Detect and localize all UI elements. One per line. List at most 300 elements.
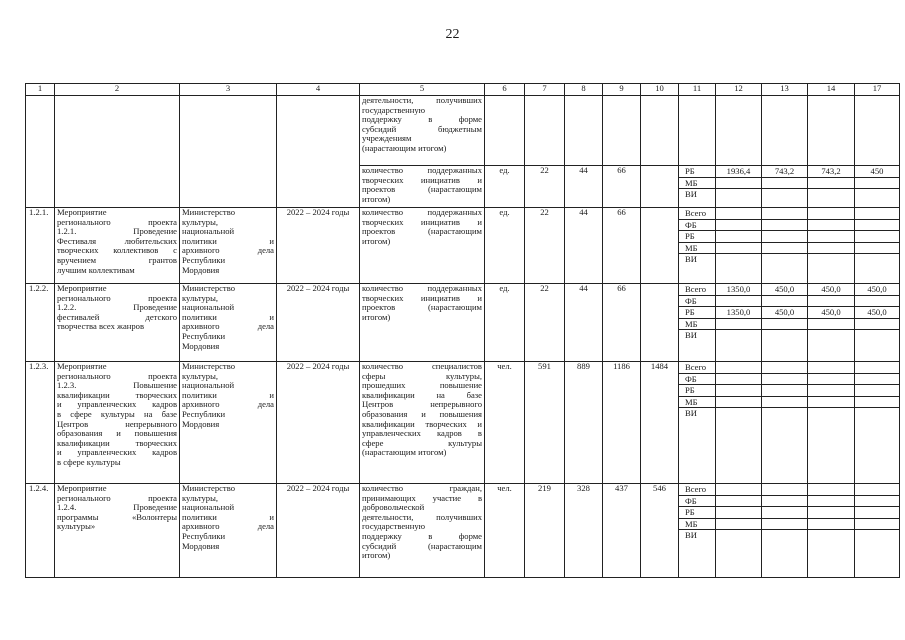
column-header: 3 (180, 84, 277, 96)
funding-value (808, 330, 854, 341)
event-name-line: образования и повышения (57, 428, 177, 439)
indicator-name-line: проектов (нарастающим (362, 302, 482, 313)
funding-value (716, 507, 761, 519)
indicator-name-line: Центров непрерывного (362, 399, 482, 410)
indicator-name-line: сферы культуры, (362, 370, 482, 381)
funding-value-cell (762, 208, 808, 284)
executor-name-line: политики и (182, 235, 274, 246)
event-name-line: в сфере культуры на базе (57, 408, 177, 419)
indicator-name-line: управленческих кадров в (362, 428, 482, 439)
indicator-v8: 44 (565, 284, 603, 362)
funding-value (716, 178, 761, 190)
event-name-line: фестивалей детского (57, 311, 177, 322)
indicator-unit: ед. (485, 284, 525, 362)
executor-name (180, 484, 277, 578)
funding-value: 450 (855, 166, 899, 178)
funding-value (855, 254, 899, 265)
program-table (25, 83, 900, 578)
funding-source: МБ (679, 243, 715, 255)
funding-value (855, 319, 899, 331)
event-name-line: 1.2.2. Проведение (57, 302, 177, 313)
table-row (26, 484, 900, 578)
funding-value (808, 530, 854, 541)
event-name-line: программы «Волонтеры (57, 511, 177, 522)
funding-value (808, 484, 854, 496)
funding-value (855, 189, 899, 200)
indicator-name-line: итогом) (362, 550, 391, 561)
event-name-line: Фестиваля любительских (57, 235, 177, 246)
indicator-name (360, 284, 485, 362)
executor-name-line: национальной (182, 302, 235, 313)
funding-value (808, 519, 854, 531)
event-name-line: 1.2.4. Проведение (57, 502, 177, 513)
executor-name-line: культуры, (182, 370, 219, 381)
indicator-v10 (641, 166, 679, 208)
period: 2022 – 2024 годы (277, 362, 360, 484)
indicator-name-line: итогом) (362, 235, 391, 246)
indicator-name-line: количество поддержанных (362, 165, 482, 175)
indicator-v10 (641, 284, 679, 362)
funding-value: 743,2 (762, 166, 807, 178)
indicator-name-line: итогом) (362, 193, 391, 204)
event-name (55, 362, 180, 484)
funding-source: ВИ (685, 254, 697, 264)
funding-value (762, 319, 807, 331)
funding-value: 450,0 (855, 307, 899, 319)
executor-name-line: политики и (182, 311, 274, 322)
indicator-name-line: количество граждан, (362, 483, 482, 493)
funding-value (716, 189, 761, 200)
funding-value (762, 507, 807, 519)
funding-value (808, 385, 854, 397)
indicator-v8: 328 (565, 484, 603, 578)
page-number: 22 (445, 27, 460, 42)
indicator-v7: 22 (525, 166, 565, 208)
event-name-line: Центров непрерывного (57, 418, 177, 429)
funding-value (855, 530, 899, 541)
column-header: 8 (565, 84, 603, 96)
funding-value (762, 530, 807, 541)
funding-value (716, 231, 761, 243)
executor-name-line: архивного дела (182, 521, 274, 532)
funding-value-cell (808, 166, 855, 208)
indicator-name-line: проектов (нарастающим (362, 184, 482, 195)
table-row (26, 284, 900, 362)
column-header: 7 (525, 84, 565, 96)
event-name-line: Мероприятие (57, 361, 107, 371)
indicator-v8: 44 (565, 208, 603, 284)
funding-value (855, 231, 899, 243)
funding-value (855, 208, 899, 220)
funding-value (808, 362, 854, 374)
funding-value-cell (855, 166, 900, 208)
funding-value-cell (855, 208, 900, 284)
funding-source: Всего (679, 284, 715, 296)
funding-value-cell (716, 96, 762, 166)
funding-value (716, 330, 761, 341)
funding-source-cell (679, 208, 716, 284)
indicator-name-line: субсидий бюджетным (362, 123, 482, 134)
funding-value (762, 220, 807, 232)
funding-value (762, 254, 807, 265)
funding-source-cell (679, 96, 716, 166)
executor-name-line: архивного дела (182, 321, 274, 332)
funding-source: ФБ (679, 220, 715, 232)
indicator-v7 (525, 96, 565, 166)
funding-source-cell (679, 484, 716, 578)
column-header: 17 (855, 84, 900, 96)
event-name (55, 96, 180, 208)
event-name-line: квалификации творческих (57, 437, 177, 448)
funding-value (808, 496, 854, 508)
funding-value (716, 519, 761, 531)
funding-value (716, 408, 761, 419)
funding-value: 450,0 (808, 307, 854, 319)
indicator-v8: 44 (565, 166, 603, 208)
indicator-v7: 22 (525, 284, 565, 362)
indicator-name-line: количество поддержанных (362, 283, 482, 293)
funding-value-cell (762, 362, 808, 484)
executor-name-line: национальной (182, 226, 235, 237)
period: 2022 – 2024 годы (277, 208, 360, 284)
event-name-line: Мероприятие (57, 283, 107, 293)
event-name-line: регионального проекта (57, 370, 177, 381)
funding-source: МБ (679, 319, 715, 331)
header-row (26, 84, 900, 96)
executor-name-line: культуры, (182, 216, 219, 227)
table-row (26, 96, 900, 166)
event-name-line: и управленческих кадров (57, 399, 177, 410)
funding-value (762, 208, 807, 220)
indicator-v9: 66 (603, 284, 641, 362)
executor-name-line: Министерство (182, 483, 235, 493)
row-code: 1.2.3. (26, 362, 55, 484)
funding-source: РБ (679, 385, 715, 397)
indicator-name-line: проектов (нарастающим (362, 226, 482, 237)
executor-name-line: Министерство (182, 361, 235, 371)
period (277, 96, 360, 208)
executor-name (180, 208, 277, 284)
executor-name (180, 284, 277, 362)
row-code (26, 96, 55, 208)
event-name-line: квалификации творческих (57, 389, 177, 400)
executor-name-line: политики и (182, 511, 274, 522)
funding-value (716, 385, 761, 397)
funding-value (855, 397, 899, 409)
funding-source: Всего (679, 362, 715, 374)
funding-value (808, 374, 854, 386)
indicator-name-line: квалификации творческих и (362, 418, 482, 429)
column-header: 4 (277, 84, 360, 96)
column-header: 14 (808, 84, 855, 96)
indicator-name (360, 484, 485, 578)
funding-value (762, 496, 807, 508)
funding-value (716, 243, 761, 255)
executor-name-line: национальной (182, 502, 235, 513)
funding-value (855, 178, 899, 190)
funding-value-cell (762, 284, 808, 362)
funding-value (808, 319, 854, 331)
indicator-name-line: принимающих участие в (362, 492, 482, 503)
event-name-line: 1.2.3. Повышение (57, 380, 177, 391)
column-header: 2 (55, 84, 180, 96)
indicator-v9 (603, 96, 641, 166)
indicator-unit: ед. (485, 166, 525, 208)
period: 2022 – 2024 годы (277, 484, 360, 578)
executor-name-line: Республики (182, 330, 226, 341)
executor-name-line: архивного дела (182, 245, 274, 256)
executor-name-line: культуры, (182, 492, 219, 503)
funding-source: МБ (679, 397, 715, 409)
executor-name-line: Министерство (182, 283, 235, 293)
indicator-name-line: поддержку в форме (362, 114, 482, 125)
indicator-name-line: поддержку в форме (362, 530, 482, 541)
funding-value (716, 496, 761, 508)
executor-name-line: культуры, (182, 292, 219, 303)
indicator-v10: 546 (641, 484, 679, 578)
event-name-line: Мероприятие (57, 207, 107, 217)
funding-value: 1936,4 (716, 166, 761, 178)
funding-value (762, 189, 807, 200)
executor-name-line: Мордовия (182, 340, 220, 351)
funding-value (855, 507, 899, 519)
indicator-v9: 66 (603, 208, 641, 284)
funding-source: ФБ (679, 296, 715, 308)
event-name-line: лучшим коллективам (57, 264, 135, 275)
funding-value (855, 408, 899, 419)
funding-value (855, 385, 899, 397)
row-code: 1.2.4. (26, 484, 55, 578)
indicator-name (360, 96, 485, 166)
indicator-unit (485, 96, 525, 166)
executor-name (180, 362, 277, 484)
indicator-v10 (641, 208, 679, 284)
event-name-line: культуры» (57, 521, 96, 532)
executor-name-line: архивного дела (182, 399, 274, 410)
indicator-name-line: итогом) (362, 311, 391, 322)
executor-name-line: Республики (182, 408, 226, 419)
funding-value (716, 319, 761, 331)
funding-source-cell (679, 166, 716, 208)
funding-value (762, 296, 807, 308)
funding-value-cell (855, 284, 900, 362)
indicator-name (360, 208, 485, 284)
funding-source: ВИ (685, 408, 697, 418)
table-row (26, 208, 900, 284)
funding-value (855, 220, 899, 232)
executor-name-line: Мордовия (182, 540, 220, 551)
funding-source: МБ (679, 519, 715, 531)
event-name-line: 1.2.1. Проведение (57, 226, 177, 237)
indicator-name (360, 362, 485, 484)
indicator-v8: 889 (565, 362, 603, 484)
funding-source: МБ (679, 178, 715, 190)
funding-value (716, 374, 761, 386)
funding-value: 450,0 (855, 284, 899, 296)
indicator-v7: 22 (525, 208, 565, 284)
funding-source: РБ (679, 307, 715, 319)
executor-name-line: Мордовия (182, 264, 220, 275)
funding-value-cell (855, 96, 900, 166)
indicator-name-line: государственную (362, 521, 426, 532)
funding-source: ВИ (685, 330, 697, 340)
funding-value-cell (762, 96, 808, 166)
funding-value (716, 220, 761, 232)
funding-value-cell (808, 96, 855, 166)
funding-value (855, 519, 899, 531)
column-header: 13 (762, 84, 808, 96)
funding-value (808, 507, 854, 519)
funding-value (808, 208, 854, 220)
event-name (55, 284, 180, 362)
indicator-v10 (641, 96, 679, 166)
funding-value: 450,0 (762, 307, 807, 319)
funding-value-cell (716, 484, 762, 578)
indicator-unit: ед. (485, 208, 525, 284)
funding-value (808, 243, 854, 255)
indicator-v9: 66 (603, 166, 641, 208)
indicator-name-line: деятельности, получивших (362, 511, 482, 522)
column-header: 1 (26, 84, 55, 96)
event-name-line: в сфере культуры (57, 456, 121, 467)
column-header: 10 (641, 84, 679, 96)
indicator-name-line: (нарастающим итогом) (362, 142, 447, 153)
funding-source: Всего (679, 208, 715, 220)
indicator-name-line: государственную (362, 104, 426, 115)
table-body (26, 84, 900, 578)
indicator-name-line: творческих инициатив и (362, 216, 482, 227)
indicator-name-line: добровольческой (362, 502, 425, 513)
funding-value (762, 178, 807, 190)
funding-value (762, 408, 807, 419)
funding-source: РБ (679, 231, 715, 243)
funding-source: ВИ (685, 189, 697, 199)
funding-value: 1350,0 (716, 284, 761, 296)
indicator-name-line: (нарастающим итогом) (362, 447, 447, 458)
event-name (55, 484, 180, 578)
funding-value (762, 484, 807, 496)
funding-value (716, 362, 761, 374)
executor-name-line: Министерство (182, 207, 235, 217)
funding-value: 743,2 (808, 166, 854, 178)
executor-name (180, 96, 277, 208)
funding-value (808, 231, 854, 243)
funding-value (855, 330, 899, 341)
funding-value-cell (716, 208, 762, 284)
funding-value: 450,0 (762, 284, 807, 296)
indicator-v9: 1186 (603, 362, 641, 484)
funding-value (855, 243, 899, 255)
funding-source: Всего (679, 484, 715, 496)
funding-value-cell (808, 362, 855, 484)
funding-value (855, 362, 899, 374)
event-name-line: творческих коллективов с (57, 245, 177, 256)
indicator-v9: 437 (603, 484, 641, 578)
funding-value (855, 496, 899, 508)
funding-source: ФБ (679, 374, 715, 386)
funding-value (808, 296, 854, 308)
column-header: 11 (679, 84, 716, 96)
funding-value (716, 484, 761, 496)
funding-value (855, 374, 899, 386)
funding-value (716, 254, 761, 265)
event-name-line: Мероприятие (57, 483, 107, 493)
funding-value: 450,0 (808, 284, 854, 296)
column-header: 5 (360, 84, 485, 96)
funding-value (808, 178, 854, 190)
funding-value (762, 519, 807, 531)
event-name-line: регионального проекта (57, 292, 177, 303)
funding-value (716, 530, 761, 541)
table-row (26, 362, 900, 484)
funding-value-cell (855, 484, 900, 578)
indicator-name-line: прошедших повышение (362, 380, 482, 391)
period: 2022 – 2024 годы (277, 284, 360, 362)
funding-value (762, 330, 807, 341)
indicator-name-line: учреждениям (362, 133, 412, 144)
indicator-name-line: творческих инициатив и (362, 174, 482, 185)
funding-value (855, 296, 899, 308)
funding-value (716, 296, 761, 308)
funding-source: РБ (679, 507, 715, 519)
funding-value: 1350,0 (716, 307, 761, 319)
funding-value (716, 397, 761, 409)
funding-value-cell (716, 284, 762, 362)
funding-value-cell (808, 484, 855, 578)
executor-name-line: политики и (182, 389, 274, 400)
funding-value (808, 189, 854, 200)
funding-value-cell (808, 208, 855, 284)
indicator-name-line: образования и повышения (362, 408, 482, 419)
indicator-v7: 591 (525, 362, 565, 484)
funding-value (808, 397, 854, 409)
row-code: 1.2.1. (26, 208, 55, 284)
indicator-name (360, 166, 485, 208)
event-name-line: вручением грантов (57, 254, 177, 265)
executor-name-line: Республики (182, 254, 226, 265)
indicator-unit: чел. (485, 362, 525, 484)
executor-name-line: Мордовия (182, 418, 220, 429)
event-name-line: творчества всех жанров (57, 321, 145, 332)
indicator-name-line: количество специалистов (362, 361, 482, 371)
funding-value (762, 374, 807, 386)
funding-source: ВИ (685, 530, 697, 540)
column-header: 12 (716, 84, 762, 96)
indicator-unit: чел. (485, 484, 525, 578)
funding-value (808, 220, 854, 232)
row-code: 1.2.2. (26, 284, 55, 362)
indicator-v10: 1484 (641, 362, 679, 484)
funding-value (762, 385, 807, 397)
indicator-name-line: деятельности, получивших (362, 95, 482, 105)
funding-value (762, 243, 807, 255)
event-name-line: регионального проекта (57, 492, 177, 503)
funding-value (716, 208, 761, 220)
funding-value-cell (808, 284, 855, 362)
executor-name-line: Республики (182, 530, 226, 541)
funding-value-cell (716, 362, 762, 484)
indicator-name-line: творческих инициатив и (362, 292, 482, 303)
event-name-line: и управленческих кадров (57, 447, 177, 458)
funding-value-cell (762, 484, 808, 578)
funding-value (808, 408, 854, 419)
funding-source: РБ (679, 166, 715, 178)
funding-value (808, 254, 854, 265)
funding-source: ФБ (679, 496, 715, 508)
funding-value (762, 231, 807, 243)
funding-value (762, 397, 807, 409)
event-name-line: регионального проекта (57, 216, 177, 227)
